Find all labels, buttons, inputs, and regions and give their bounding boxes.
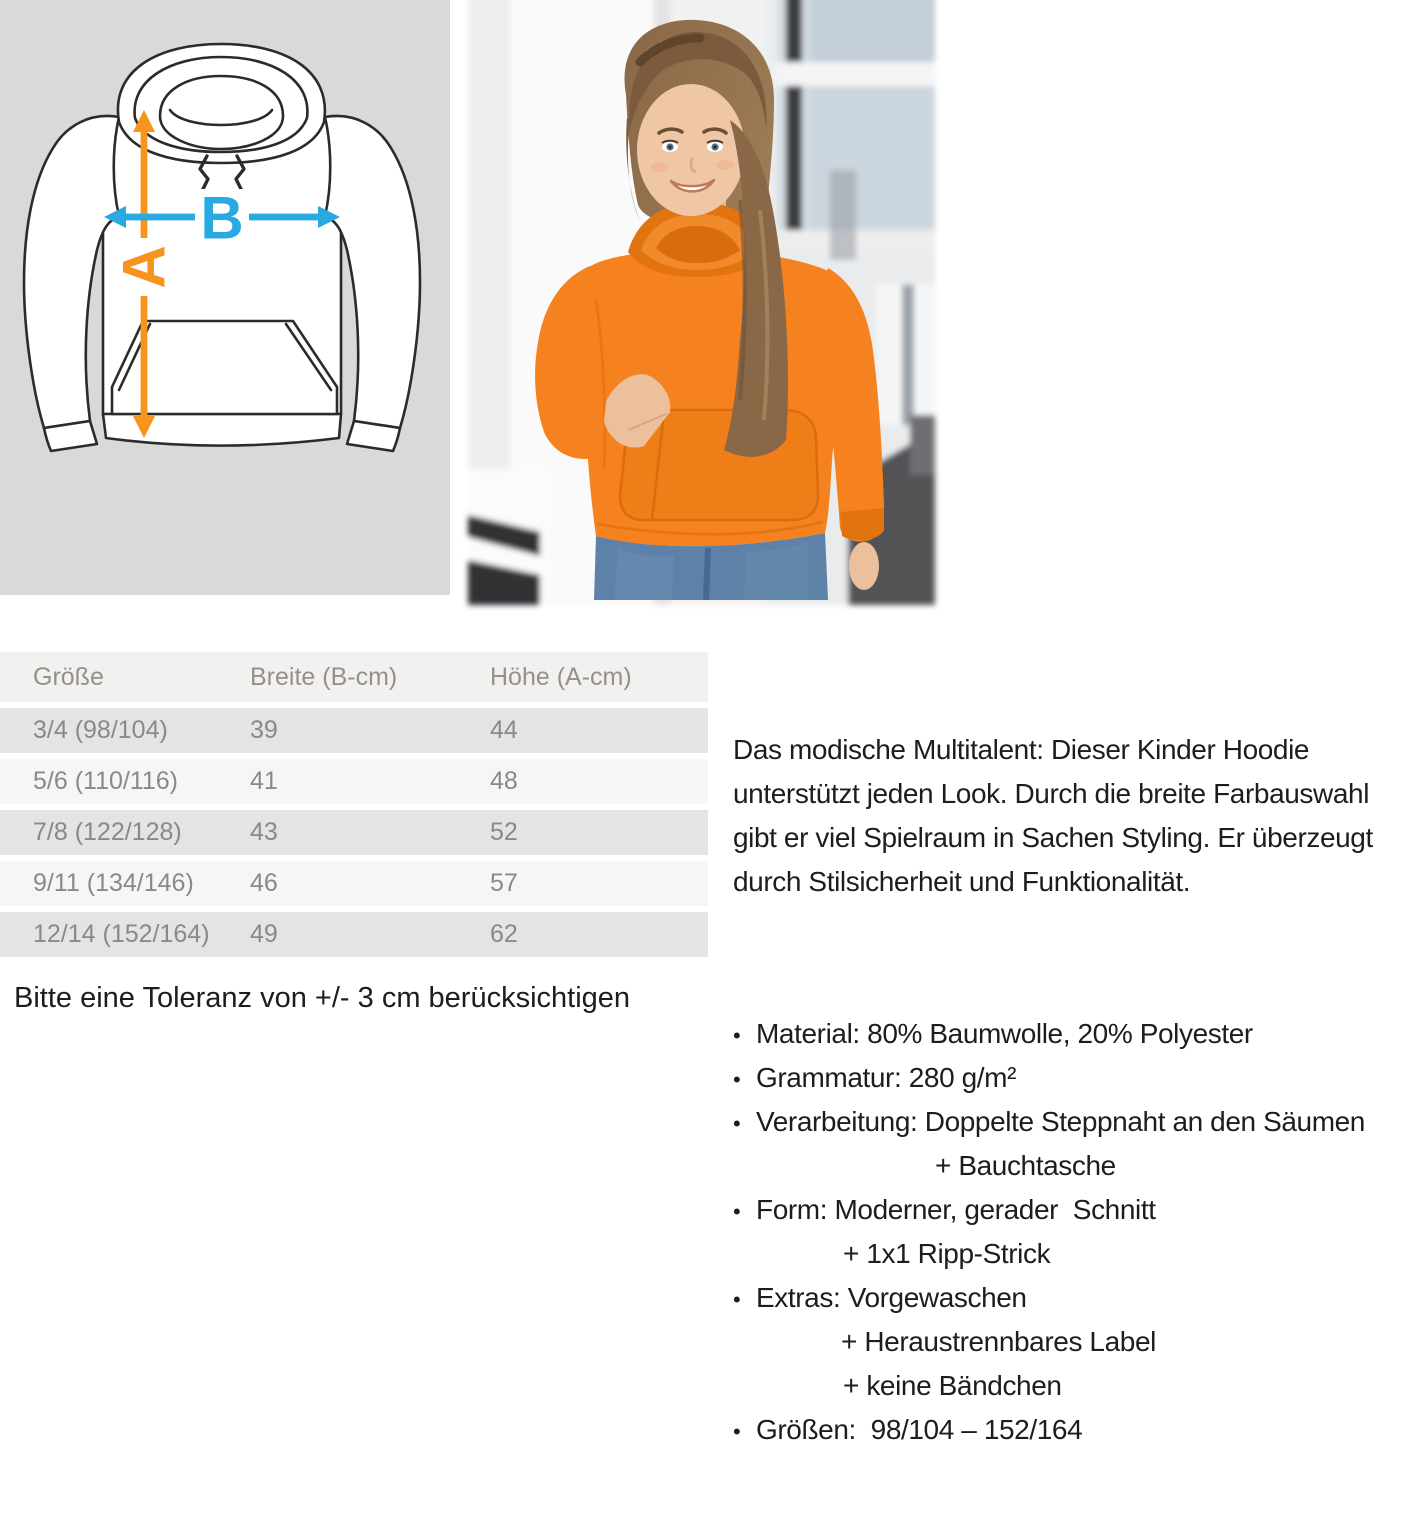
cuff — [840, 508, 884, 540]
table-cell: 5/6 (110/116) — [33, 767, 179, 795]
description-list — [733, 1012, 1416, 1452]
table-cell: 46 — [250, 869, 278, 897]
bullet-dot: • — [733, 1287, 741, 1312]
hand — [849, 542, 879, 590]
table-cell: 3/4 (98/104) — [33, 716, 168, 744]
bullet-continuation — [733, 1320, 1416, 1364]
bullet-item — [733, 1188, 1416, 1232]
table-row — [0, 861, 708, 906]
face — [637, 84, 745, 216]
table-row — [0, 759, 708, 804]
table-cell: 48 — [490, 767, 518, 795]
measure-label-b: B — [200, 184, 244, 252]
description-line: gibt er viel Spielraum in Sachen Styling. Er überzeugt — [733, 822, 1373, 853]
bullet-item — [733, 1408, 1416, 1452]
description-intro — [733, 728, 1416, 904]
item-text: + Heraustrennbares Label — [841, 1326, 1156, 1357]
column-header: Größe — [33, 662, 104, 691]
description-line: Das modische Multitalent: Dieser Kinder Hoodie — [733, 734, 1310, 765]
table-cell: 9/11 (134/146) — [33, 869, 194, 897]
table-row — [0, 708, 708, 753]
item-text: Extras: Vorgewaschen — [756, 1282, 1027, 1313]
bullet-continuation — [733, 1232, 1416, 1276]
bullet-continuation — [733, 1144, 1416, 1188]
table-cell: 43 — [250, 818, 278, 846]
size-table-body — [0, 708, 708, 957]
column-header: Höhe (A-cm) — [490, 662, 632, 691]
description-line: unterstützt jeden Look. Durch die breite Farbauswahl — [733, 778, 1370, 809]
table-cell: 49 — [250, 920, 278, 948]
measure-label-a: A — [110, 245, 178, 289]
table-cell: 44 — [490, 716, 518, 744]
table-cell: 12/14 (152/164) — [33, 920, 210, 948]
hoodie-right-cuff — [347, 421, 400, 451]
tolerance-note: Bitte eine Toleranz von +/- 3 cm berücksichtigen — [14, 982, 631, 1014]
item-text: Größen: 98/104 – 152/164 — [756, 1414, 1083, 1445]
description-line: durch Stilsicherheit und Funktionalität. — [733, 866, 1191, 897]
table-cell: 41 — [250, 767, 278, 795]
bullet-dot: • — [733, 1111, 741, 1136]
table-cell: 52 — [490, 818, 518, 846]
product-photo — [478, 0, 925, 595]
item-text: Grammatur: 280 g/m² — [756, 1062, 1017, 1093]
bullet-item — [733, 1056, 1416, 1100]
item-text: + 1x1 Ripp-Strick — [843, 1238, 1051, 1269]
item-text: Material: 80% Baumwolle, 20% Polyester — [756, 1018, 1253, 1049]
item-text: + keine Bändchen — [843, 1370, 1062, 1401]
item-text: Form: Moderner, gerader Schnitt — [756, 1194, 1156, 1225]
model-photo-graphic — [478, 0, 925, 595]
table-cell: 7/8 (122/128) — [33, 818, 182, 846]
column-header: Breite (B-cm) — [250, 662, 398, 691]
item-text: + Bauchtasche — [935, 1150, 1116, 1181]
item-text: Verarbeitung: Doppelte Steppnaht an den Säumen — [756, 1106, 1365, 1137]
bullet-item — [733, 1100, 1416, 1144]
table-cell: 57 — [490, 869, 518, 897]
table-row — [0, 912, 708, 957]
bullet-dot: • — [733, 1199, 741, 1224]
size-diagram — [0, 0, 450, 595]
table-cell: 62 — [490, 920, 518, 948]
table-row — [0, 810, 708, 855]
hoodie-hood-opening — [160, 76, 283, 149]
bullet-dot: • — [733, 1023, 741, 1048]
product-description — [733, 640, 1416, 1540]
hoodie-outline-graphic — [0, 0, 450, 595]
bullet-dot: • — [733, 1419, 741, 1444]
bullet-continuation — [733, 1364, 1416, 1408]
size-table-header — [0, 652, 708, 702]
table-cell: 39 — [250, 716, 278, 744]
bullet-item — [733, 1276, 1416, 1320]
bullet-item — [733, 1012, 1416, 1056]
size-table — [0, 652, 708, 957]
hoodie-left-cuff — [44, 421, 97, 451]
bullet-dot: • — [733, 1067, 741, 1092]
